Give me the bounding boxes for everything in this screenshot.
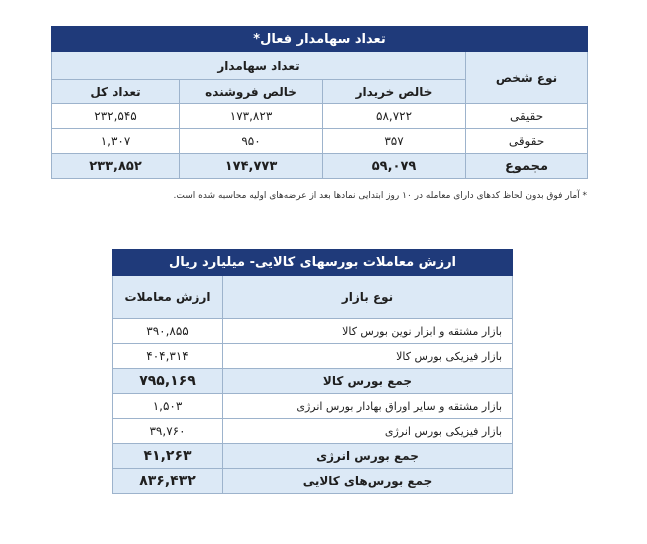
trade-value: ۴۱,۲۶۳ <box>113 444 223 469</box>
row-type: حقوقی <box>466 129 588 154</box>
subtotal-row <box>113 369 513 394</box>
active-shareholders-table <box>51 26 588 179</box>
subtotal-row <box>113 469 513 494</box>
table-row <box>113 394 513 419</box>
market-name: جمع بورس‌های کالایی <box>223 469 513 494</box>
commodity-exchange-trade-table <box>112 249 513 494</box>
market-name: بازار فیزیکی بورس کالا <box>223 344 513 369</box>
table-row <box>52 104 588 129</box>
row-net-buyer: ۳۵۷ <box>323 129 466 154</box>
total-count: ۲۳۳,۸۵۲ <box>52 154 180 179</box>
trade-value: ۴۰۴,۳۱۴ <box>113 344 223 369</box>
trade-value: ۱,۵۰۳ <box>113 394 223 419</box>
table2-title: ارزش معاملات بورسهای کالایی- میلیارد ریال <box>113 250 513 276</box>
table-row <box>113 419 513 444</box>
header-shareholders-count: تعداد سهامدار <box>52 52 466 80</box>
total-net-seller: ۱۷۴,۷۷۳ <box>180 154 323 179</box>
row-net-seller: ۹۵۰ <box>180 129 323 154</box>
row-net-buyer: ۵۸,۷۲۲ <box>323 104 466 129</box>
header-total-count: تعداد کل <box>52 80 180 104</box>
table-row <box>113 319 513 344</box>
table1-title: تعداد سهامدار فعال* <box>52 27 588 52</box>
row-type: حقیقی <box>466 104 588 129</box>
total-label: مجموع <box>466 154 588 179</box>
total-net-buyer: ۵۹,۰۷۹ <box>323 154 466 179</box>
header-market-type: نوع بازار <box>223 276 513 319</box>
trade-value: ۷۹۵,۱۶۹ <box>113 369 223 394</box>
row-total: ۲۳۲,۵۴۵ <box>52 104 180 129</box>
header-trade-value: ارزش معاملات <box>113 276 223 319</box>
subtotal-row <box>113 444 513 469</box>
trade-value: ۸۳۶,۴۳۲ <box>113 469 223 494</box>
header-net-buyer: خالص خریدار <box>323 80 466 104</box>
market-name: بازار مشتقه و ابزار نوین بورس کالا <box>223 319 513 344</box>
table-row <box>113 344 513 369</box>
market-name: بازار مشتقه و سایر اوراق بهادار بورس انرژی <box>223 394 513 419</box>
row-total: ۱,۳۰۷ <box>52 129 180 154</box>
total-row <box>52 154 588 179</box>
trade-value: ۳۹,۷۶۰ <box>113 419 223 444</box>
row-net-seller: ۱۷۳,۸۲۳ <box>180 104 323 129</box>
header-person-type: نوع شخص <box>466 52 588 104</box>
market-name: جمع بورس کالا <box>223 369 513 394</box>
header-net-seller: خالص فروشنده <box>180 80 323 104</box>
trade-value: ۳۹۰,۸۵۵ <box>113 319 223 344</box>
table1-footnote: * آمار فوق بدون لحاظ کدهای دارای معامله در ۱۰ روز ابتدایی نمادها بعد از عرضه‌های اولیه محاسبه شده است. <box>173 191 587 201</box>
table-row <box>52 129 588 154</box>
market-name: بازار فیزیکی بورس انرژی <box>223 419 513 444</box>
market-name: جمع بورس انرژی <box>223 444 513 469</box>
